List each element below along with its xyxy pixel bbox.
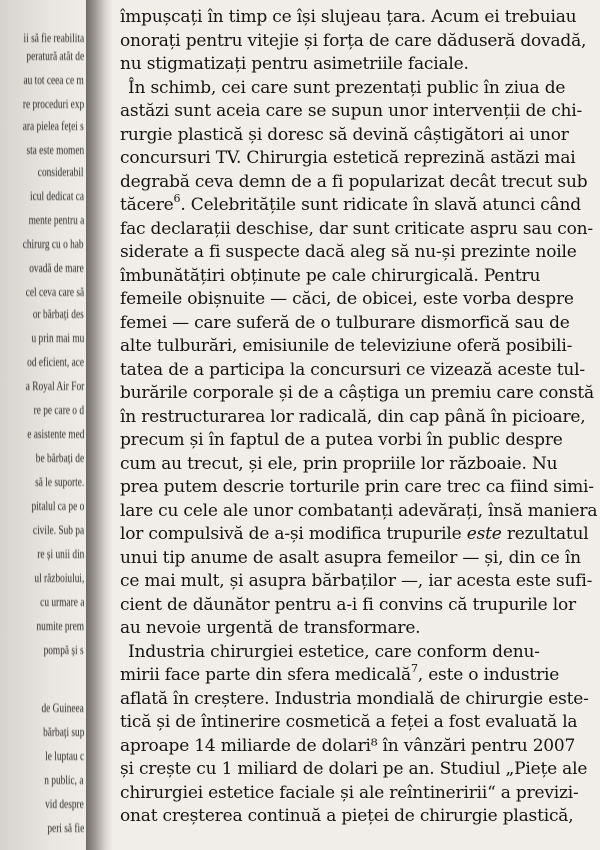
text-line [120, 147, 576, 169]
text-line [120, 53, 469, 75]
left-page-line: cel ceva care să [25, 284, 84, 299]
text-line [120, 735, 575, 757]
text-line [120, 382, 594, 404]
left-page-line: cu urmare a [39, 594, 84, 609]
left-page-line: pompă și s [43, 642, 84, 657]
text-line-main: împușcați în timp ce își slujeau țara. Acum ei trebuiau [120, 7, 577, 27]
text-line-main: burările corporale și de a câștiga un premiu care constă [120, 383, 594, 403]
left-page-line: e asistente med [26, 426, 84, 441]
text-line-main: tatea de a participa la concursuri ce vizează aceste tul- [120, 359, 585, 380]
text-line-main: rurgie plastică și doresc să devină câștigători ai unor [120, 124, 569, 145]
left-page-line: re proceduri exp [22, 96, 84, 111]
left-page-line: or bărbați des [33, 306, 84, 321]
text-line [120, 805, 573, 827]
text-line-main: unui tip anume de asalt asupra femeilor — și, din ce în [120, 547, 581, 568]
left-page-line: icul dedicat ca [29, 188, 84, 203]
text-line-main: concursuri TV. Chirurgia estetică reprezină astăzi mai [120, 148, 576, 168]
text-line-main: tică și de întinerire cosmetică a feței a fost evaluată la [120, 712, 578, 732]
text-line [120, 758, 587, 780]
left-page-line: n public, a [44, 772, 84, 787]
text-line [120, 30, 586, 52]
text-line-main: au nevoie urgentă de transformare. [120, 618, 421, 638]
left-page-line: peratură atât de [26, 48, 84, 63]
text-line-main: lor compulsivă de a-și modifica trupurile [120, 524, 467, 544]
text-line [120, 265, 540, 287]
right-page [112, 0, 600, 850]
left-page-line: să le suporte. [34, 474, 84, 489]
text-line-main: lare cu cele ale unor combatanți adevărați, însă maniera [120, 500, 598, 521]
footnote-marker: 7 [410, 662, 418, 675]
text-line [120, 594, 576, 616]
left-page-line: od eficient, ace [27, 354, 84, 369]
text-line [120, 782, 579, 804]
left-facing-page [0, 0, 86, 850]
left-page-line: civile. Sub pa [32, 522, 84, 537]
text-line-main: femeile obișnuite — căci, de obicei, este vorba despre [120, 289, 574, 309]
text-line-main: îmbunătățiri obținute pe cale chirurgicală. Pentru [120, 265, 541, 286]
text-line [120, 429, 563, 451]
text-line-tail: rezultatul [501, 524, 589, 544]
left-page-line: re și unii din [36, 546, 84, 561]
text-line [120, 312, 570, 334]
text-line [120, 500, 597, 522]
text-line [120, 241, 577, 263]
body-text [120, 0, 600, 850]
left-page-line: re pe care o d [33, 402, 84, 417]
text-line [120, 335, 572, 357]
text-line-main: și crește cu 1 miliard de dolari pe an. Studiul „Piețe ale [120, 759, 588, 779]
left-page-line: pitalul ca pe o [31, 498, 84, 513]
text-line [120, 523, 589, 545]
left-page-line: le luptau c [45, 748, 84, 763]
text-line [120, 711, 577, 733]
text-line-tail: , este o industrie [417, 665, 560, 685]
text-line-main: cum au trecut, și ele, prin propriile lor războaie. Nu [120, 453, 558, 474]
left-page-line: be bărbați de [35, 450, 84, 465]
left-page-line: a Royal Air For [25, 378, 84, 393]
left-page-line: ul războiului, [34, 570, 84, 585]
text-line-main: cient de dăunător pentru a-i fi convins că trupurile lor [120, 594, 576, 615]
text-line-main: în restructurarea lor radicală, din cap până în picioare, [120, 406, 586, 427]
text-line [120, 406, 585, 428]
left-page-line: ovadă de mare [29, 260, 84, 275]
text-line [120, 547, 581, 569]
text-line-main: mirii face parte din sfera medicală [120, 665, 411, 685]
text-line-main: fac declarații deschise, dar sunt criticate aspru sau con- [120, 218, 593, 239]
text-line-main: chirurgiei estetice faciale și ale reîntineririi“ a previzi- [120, 782, 579, 803]
text-line-main: onat creșterea continuă a pieței de chirurgie plastică, [120, 806, 574, 826]
left-page-line: ara pielea feței s [22, 118, 84, 133]
text-line [120, 359, 585, 381]
text-line-main: aproape 14 miliarde de dolari⁸ în vânzări pentru 2007 [120, 735, 576, 756]
left-page-line: de Guineea [41, 700, 84, 715]
text-line [120, 617, 420, 639]
left-page-line: sta este momen [26, 142, 84, 157]
text-line-main: onorați pentru vitejie și forța de care dăduseră dovadă, [120, 30, 587, 51]
text-line [120, 171, 587, 193]
footnote-marker: 6 [173, 192, 181, 205]
text-line-main: alte tulburări, emisiunile de televiziune oferă posibili- [120, 336, 573, 356]
left-page-line: chirurg cu o hab [23, 236, 84, 251]
left-page-line: mente pentru a [28, 212, 84, 227]
book-gutter [86, 0, 112, 850]
text-line-main: astăzi sunt aceia care se supun unor intervenții de chi- [120, 101, 583, 121]
text-line [120, 453, 557, 475]
text-line [120, 570, 592, 592]
left-page-line: au tot ceea ce m [23, 72, 84, 87]
text-line [120, 218, 593, 240]
text-line-main: precum și în faptul de a putea vorbi în public despre [120, 430, 563, 450]
text-line [120, 688, 589, 710]
left-page-line: numite prem [36, 618, 84, 633]
text-line-main: tăcere [120, 195, 174, 215]
left-page-line: peri să fie [47, 820, 84, 835]
text-line-main: Industria chirurgiei estetice, care conform denu- [128, 641, 540, 662]
text-line [120, 124, 569, 146]
left-page-line: considerabil [38, 164, 84, 179]
text-line-main: aflată în creștere. Industria mondială de chirurgie este- [120, 688, 589, 709]
text-line [120, 6, 576, 28]
emphasis: este [466, 524, 502, 544]
text-line [120, 194, 581, 216]
text-line [120, 100, 582, 122]
left-page-line: u prin mai mu [31, 330, 84, 345]
text-line-main: nu stigmatizați pentru asimetriile faciale. [120, 54, 469, 74]
text-line-main: degrabă ceva demn de a fi popularizat decât trecut sub [120, 171, 588, 192]
text-line-main: femei — care suferă de o tulburare dismorfică sau de [120, 312, 570, 333]
left-page-line: bărbați sup [42, 724, 84, 739]
text-line [128, 77, 565, 99]
text-line-main: ce mai mult, și asupra bărbaților —, iar acesta este sufi- [120, 571, 593, 591]
left-page-line: vid despre [45, 796, 84, 811]
text-line [120, 288, 574, 310]
left-page-line: ii să fie reabilita [23, 30, 84, 45]
text-line-main: siderate a fi suspecte dacă aleg să nu-și prezinte noile [120, 242, 577, 262]
text-line [128, 641, 540, 663]
text-line-main: prea putem descrie torturile prin care trec ca fiind simi- [120, 477, 594, 497]
text-line-main: În schimb, cei care sunt prezentați public în ziua de [128, 77, 566, 98]
text-line [120, 476, 594, 498]
text-line-tail: . Celebritățile sunt ridicate în slavă atunci când [180, 195, 581, 215]
text-line [120, 664, 559, 686]
